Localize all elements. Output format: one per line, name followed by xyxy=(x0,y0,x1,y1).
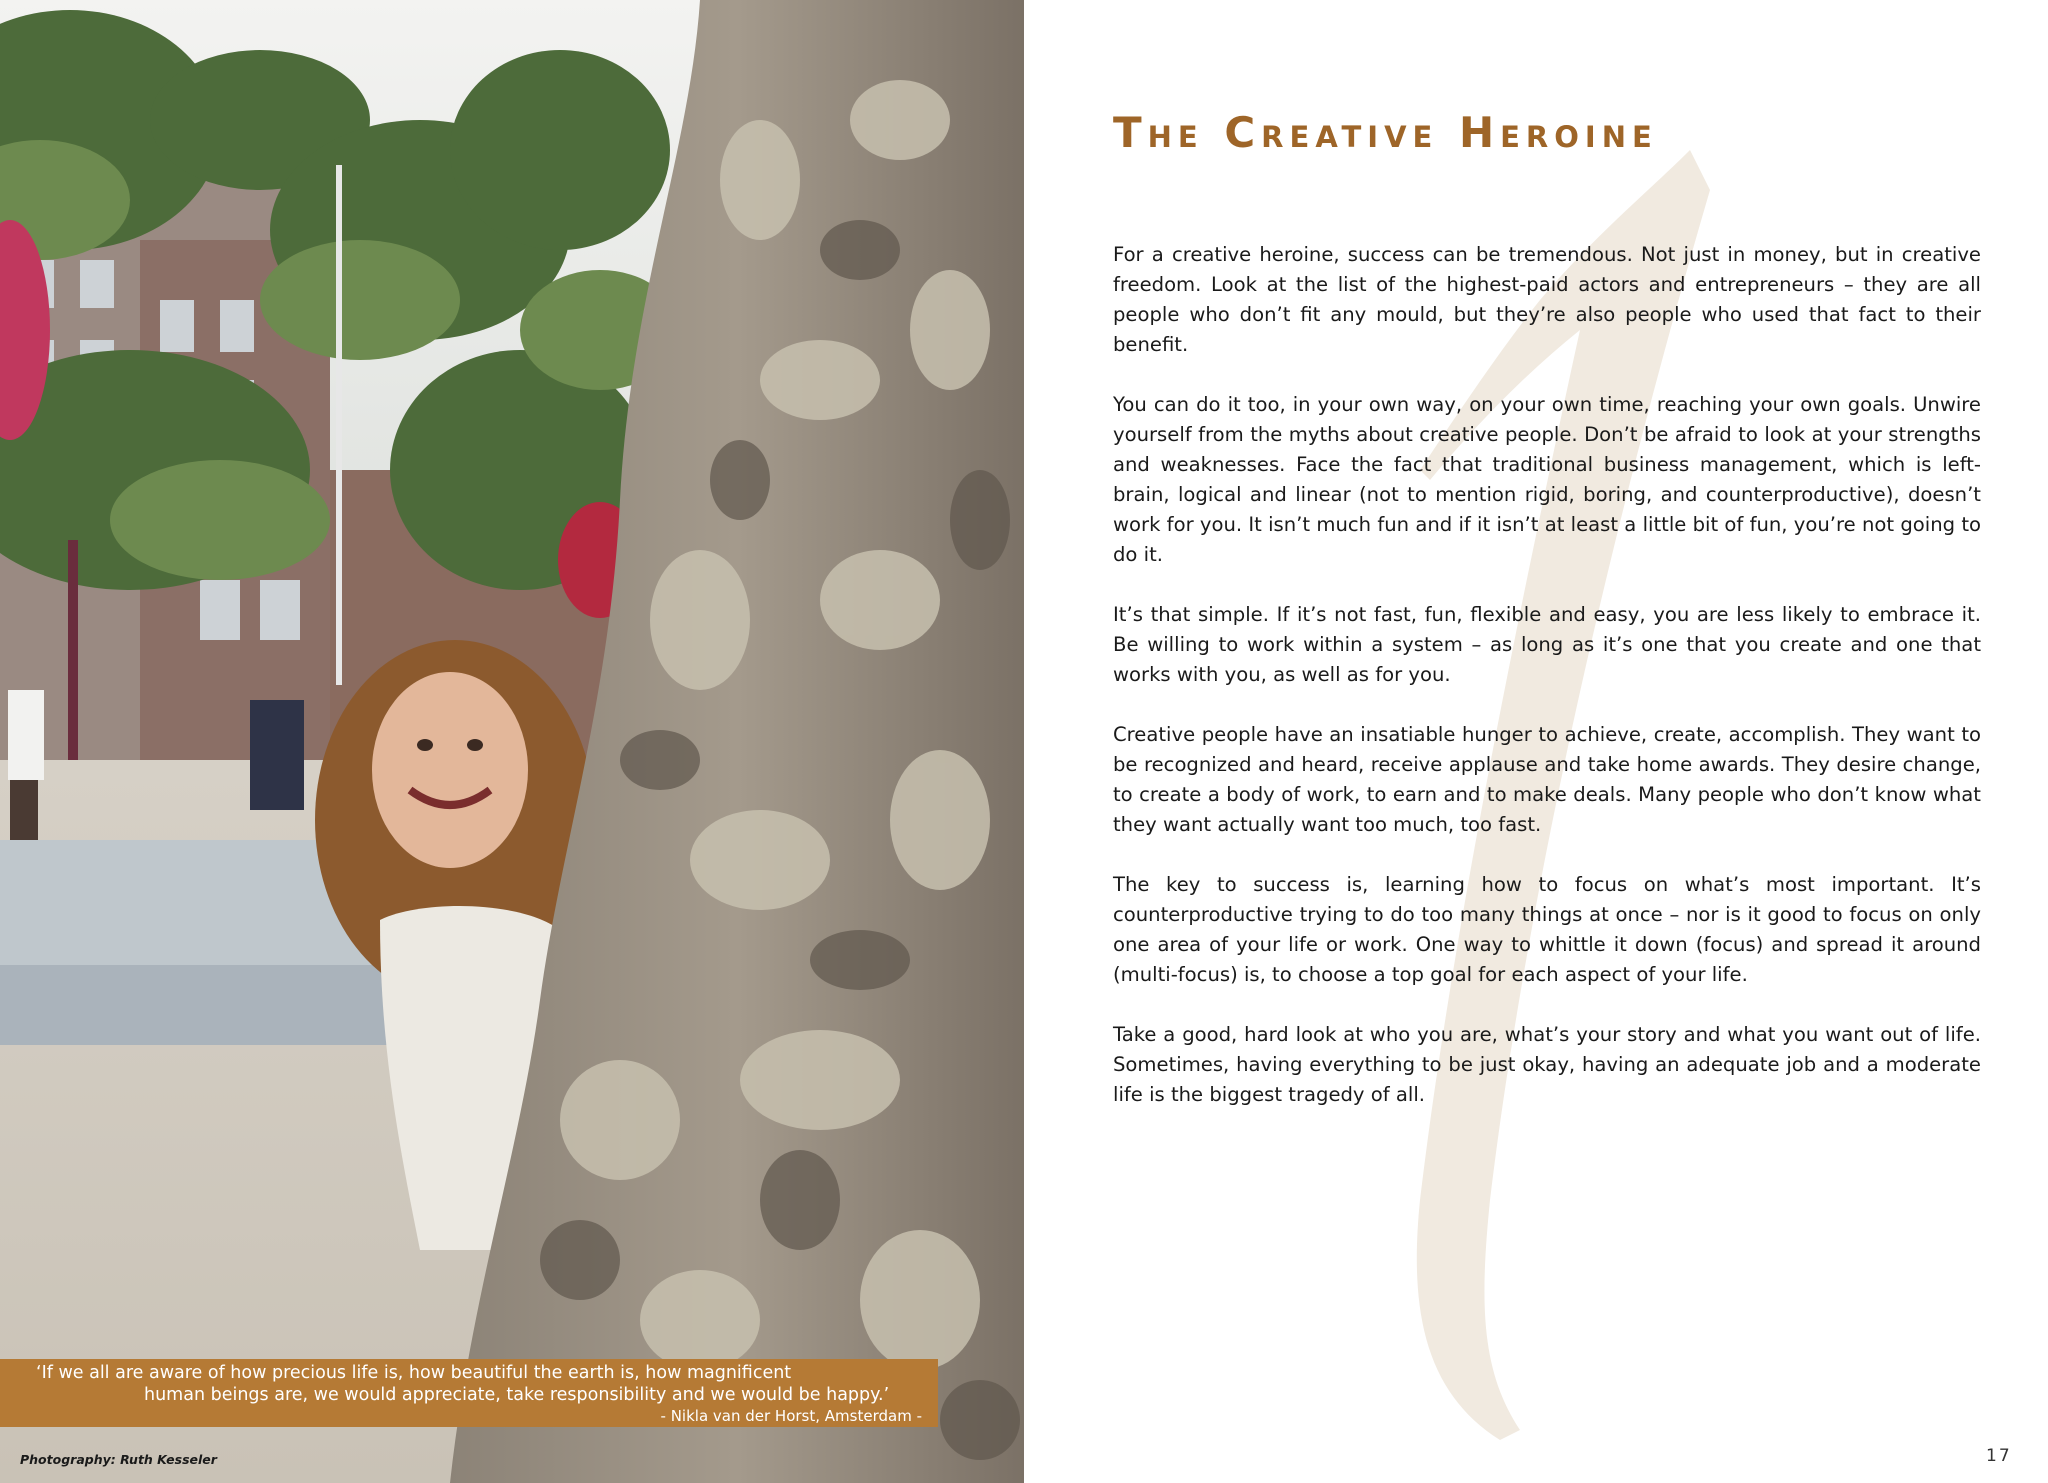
paragraph: Creative people have an insatiable hunger to achieve, create, accomplish. They want to be recognized and heard, receive applause and take home awards. They desire change, to create a body of work, to earn and to make deals. Many people who don’t know what they want actually want too much, too fast. xyxy=(1113,723,1981,836)
quote-line: ‘If we all are aware of how precious life is, how beautiful the earth is, how magnificent xyxy=(36,1363,792,1383)
article-title: The Creative Heroine xyxy=(1113,108,1658,157)
paragraph: You can do it too, in your own way, on your own time, reaching your own goals. Unwire yourself from the myths about creative people. Don’t be afraid to look at your strengths and weaknesses. Face the fact that traditional business management, which is left-brain, logical and linear (not to mention rigid, boring, and counterproductive), doesn’t work for you. It isn’t much fun and if it isn’t at least a little bit of fun, you’re not going to do it. xyxy=(1113,393,1981,566)
quote-caption xyxy=(0,1359,938,1427)
page-number: 17 xyxy=(1986,1446,2012,1466)
paragraph: For a creative heroine, success can be tremendous. Not just in money, but in creative freedom. Look at the list of the highest-paid actors and entrepreneurs – they are all people who don’t fit any mould, but they’re also people who used that fact to their benefit. xyxy=(1113,243,1981,356)
quote-author: - Nikla van der Horst, Amsterdam - xyxy=(660,1407,922,1425)
paragraph: It’s that simple. If it’s not fast, fun, flexible and easy, you are less likely to embrace it. Be willing to work within a system – as long as it’s one that you create and one that works with you, as well as for you. xyxy=(1113,603,1981,686)
paragraph: Take a good, hard look at who you are, what’s your story and what you want out of life. Sometimes, having everything to be just okay, having an adequate job and a moderate life is the biggest tragedy of all. xyxy=(1113,1023,1981,1106)
article-body xyxy=(1113,240,1981,1140)
paragraph: The key to success is, learning how to focus on what’s most important. It’s counterproductive trying to do too many things at once – nor is it good to focus on only one area of your life or work. One way to whittle it down (focus) and spread it around (multi-focus) is, to choose a top goal for each aspect of your life. xyxy=(1113,873,1981,986)
photo-credit: Photography: Ruth Kesseler xyxy=(20,1452,217,1467)
quote-line: human beings are, we would appreciate, take responsibility and we would be happy.’ xyxy=(144,1385,890,1405)
